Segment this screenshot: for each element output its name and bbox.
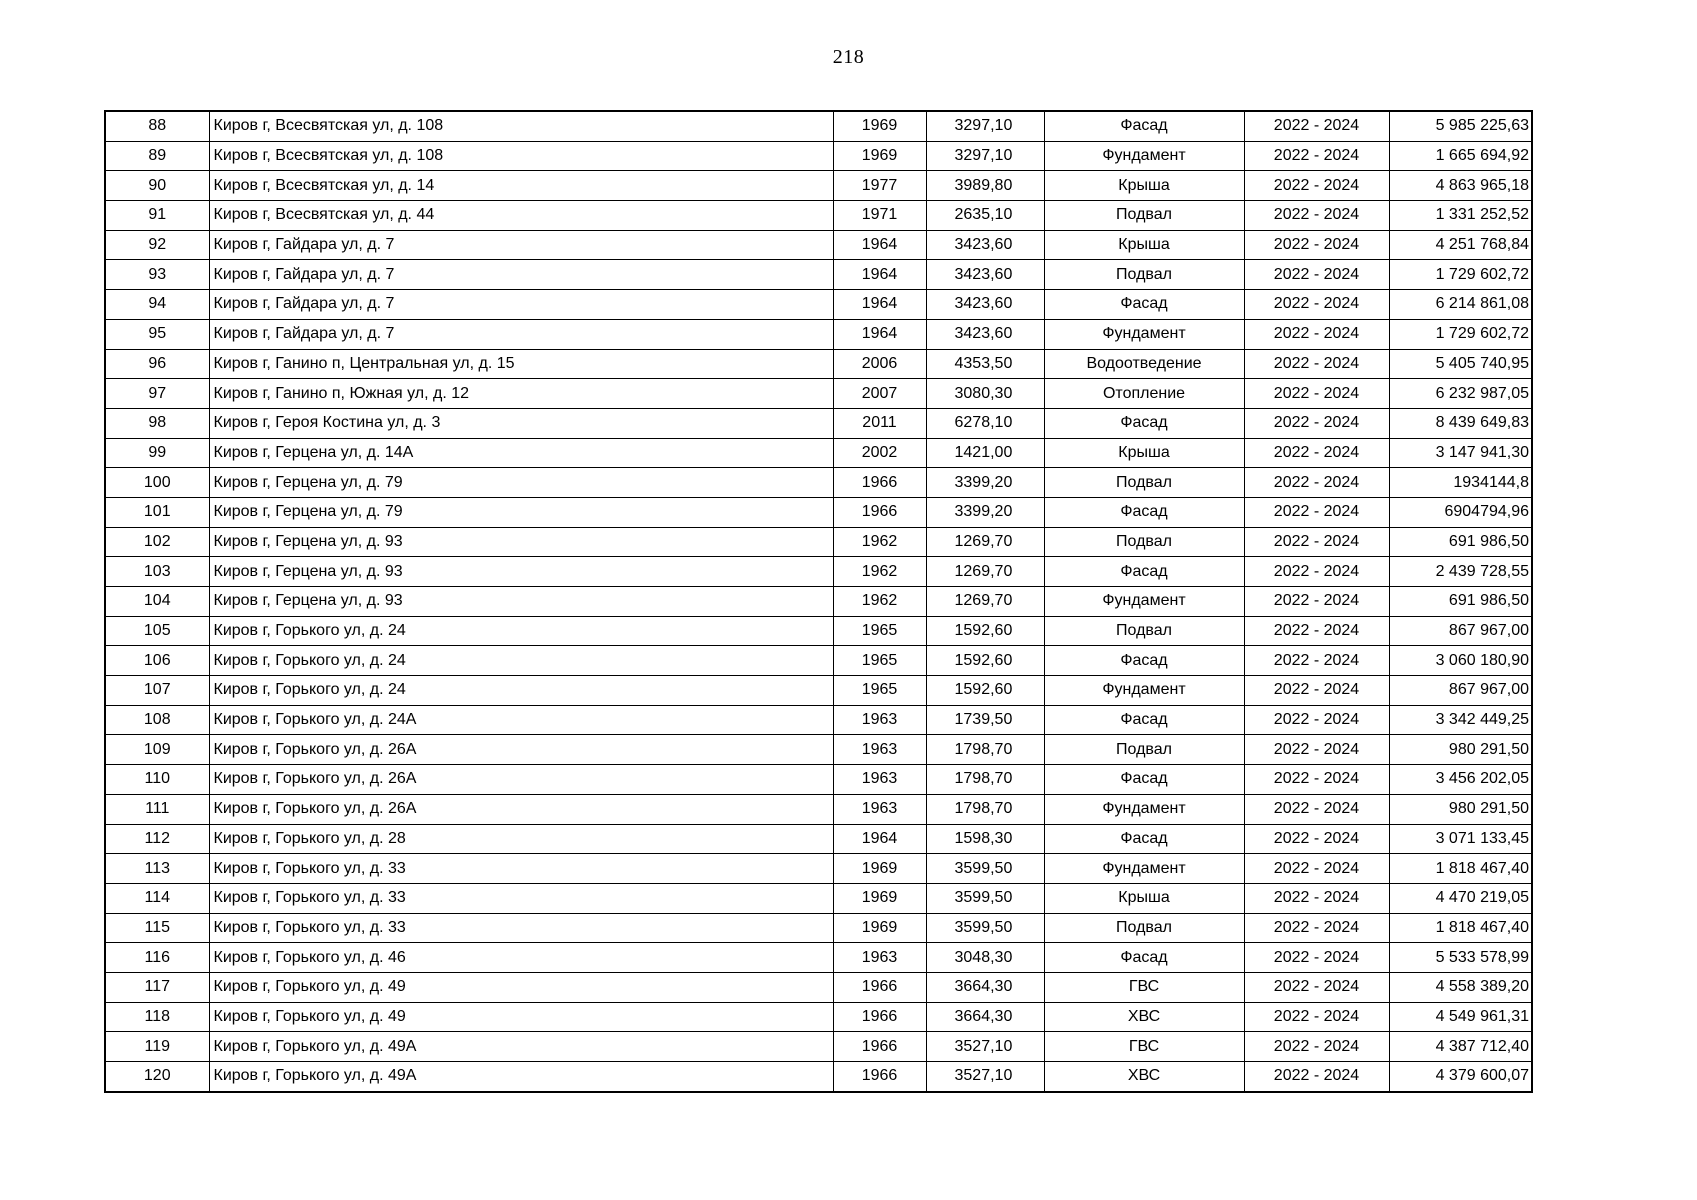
work-type-cell: Фасад [1044,705,1244,735]
cost-cell: 4 470 219,05 [1389,883,1532,913]
area-cell: 1592,60 [926,616,1044,646]
table-row [105,616,1532,646]
year-built-cell: 1965 [833,646,926,676]
table-row [105,854,1532,884]
area-cell: 3399,20 [926,497,1044,527]
cost-cell: 5 405 740,95 [1389,349,1532,379]
area-cell: 3664,30 [926,972,1044,1002]
year-built-cell: 1964 [833,319,926,349]
address-cell: Киров г, Герцена ул, д. 79 [209,497,833,527]
year-built-cell: 1971 [833,201,926,231]
address-cell: Киров г, Всесвятская ул, д. 44 [209,201,833,231]
address-cell: Киров г, Горького ул, д. 49А [209,1032,833,1062]
work-type-cell: ХВС [1044,1062,1244,1092]
cost-cell: 691 986,50 [1389,527,1532,557]
period-cell: 2022 - 2024 [1244,408,1389,438]
area-cell: 3048,30 [926,943,1044,973]
period-cell: 2022 - 2024 [1244,824,1389,854]
table-row [105,1062,1532,1092]
address-cell: Киров г, Всесвятская ул, д. 14 [209,171,833,201]
row-number-cell: 105 [105,616,209,646]
page-number: 218 [832,46,865,68]
area-cell: 6278,10 [926,408,1044,438]
row-number-cell: 93 [105,260,209,290]
address-cell: Киров г, Горького ул, д. 49А [209,1062,833,1092]
period-cell: 2022 - 2024 [1244,616,1389,646]
address-cell: Киров г, Герцена ул, д. 79 [209,468,833,498]
address-cell: Киров г, Горького ул, д. 49 [209,972,833,1002]
area-cell: 1739,50 [926,705,1044,735]
work-type-cell: Подвал [1044,616,1244,646]
area-cell: 1592,60 [926,676,1044,706]
year-built-cell: 1963 [833,765,926,795]
area-cell: 1269,70 [926,557,1044,587]
work-type-cell: Фасад [1044,765,1244,795]
cost-cell: 1 729 602,72 [1389,319,1532,349]
work-type-cell: Крыша [1044,438,1244,468]
cost-cell: 1 331 252,52 [1389,201,1532,231]
table-row [105,201,1532,231]
address-cell: Киров г, Горького ул, д. 33 [209,913,833,943]
year-built-cell: 1963 [833,735,926,765]
work-type-cell: Фундамент [1044,794,1244,824]
work-type-cell: Крыша [1044,230,1244,260]
address-cell: Киров г, Горького ул, д. 33 [209,883,833,913]
row-number-cell: 112 [105,824,209,854]
period-cell: 2022 - 2024 [1244,260,1389,290]
area-cell: 1798,70 [926,765,1044,795]
year-built-cell: 1966 [833,972,926,1002]
year-built-cell: 1964 [833,230,926,260]
row-number-cell: 115 [105,913,209,943]
row-number-cell: 88 [105,111,209,141]
period-cell: 2022 - 2024 [1244,468,1389,498]
cost-cell: 5 533 578,99 [1389,943,1532,973]
area-cell: 1269,70 [926,527,1044,557]
address-cell: Киров г, Горького ул, д. 24 [209,676,833,706]
area-cell: 1592,60 [926,646,1044,676]
area-cell: 3599,50 [926,883,1044,913]
row-number-cell: 119 [105,1032,209,1062]
period-cell: 2022 - 2024 [1244,1032,1389,1062]
period-cell: 2022 - 2024 [1244,1062,1389,1092]
area-cell: 1798,70 [926,735,1044,765]
area-cell: 3080,30 [926,379,1044,409]
work-type-cell: Фасад [1044,943,1244,973]
work-type-cell: Подвал [1044,468,1244,498]
cost-cell: 867 967,00 [1389,676,1532,706]
table-row [105,735,1532,765]
work-type-cell: Фундамент [1044,854,1244,884]
period-cell: 2022 - 2024 [1244,201,1389,231]
cost-cell: 3 147 941,30 [1389,438,1532,468]
cost-cell: 1934144,8 [1389,468,1532,498]
period-cell: 2022 - 2024 [1244,794,1389,824]
row-number-cell: 110 [105,765,209,795]
area-cell: 3599,50 [926,854,1044,884]
table-row [105,141,1532,171]
cost-cell: 867 967,00 [1389,616,1532,646]
table-row [105,527,1532,557]
work-type-cell: ГВС [1044,972,1244,1002]
cost-cell: 691 986,50 [1389,587,1532,617]
area-cell: 3527,10 [926,1062,1044,1092]
table-row [105,260,1532,290]
work-type-cell: Подвал [1044,913,1244,943]
period-cell: 2022 - 2024 [1244,646,1389,676]
work-type-cell: Водоотведение [1044,349,1244,379]
address-cell: Киров г, Гайдара ул, д. 7 [209,319,833,349]
cost-cell: 1 729 602,72 [1389,260,1532,290]
row-number-cell: 116 [105,943,209,973]
period-cell: 2022 - 2024 [1244,883,1389,913]
table-row [105,705,1532,735]
table-row [105,290,1532,320]
year-built-cell: 1965 [833,616,926,646]
work-type-cell: Подвал [1044,260,1244,290]
table-row [105,1032,1532,1062]
area-cell: 3599,50 [926,913,1044,943]
address-cell: Киров г, Горького ул, д. 28 [209,824,833,854]
address-cell: Киров г, Горького ул, д. 33 [209,854,833,884]
year-built-cell: 2002 [833,438,926,468]
area-cell: 1598,30 [926,824,1044,854]
year-built-cell: 1964 [833,824,926,854]
row-number-cell: 97 [105,379,209,409]
area-cell: 3527,10 [926,1032,1044,1062]
address-cell: Киров г, Герцена ул, д. 93 [209,557,833,587]
address-cell: Киров г, Герцена ул, д. 93 [209,527,833,557]
year-built-cell: 2011 [833,408,926,438]
year-built-cell: 2006 [833,349,926,379]
cost-cell: 8 439 649,83 [1389,408,1532,438]
year-built-cell: 1977 [833,171,926,201]
work-type-cell: Фундамент [1044,319,1244,349]
table-row [105,824,1532,854]
address-cell: Киров г, Горького ул, д. 26А [209,794,833,824]
address-cell: Киров г, Горького ул, д. 49 [209,1002,833,1032]
year-built-cell: 1962 [833,557,926,587]
row-number-cell: 96 [105,349,209,379]
table-row [105,943,1532,973]
address-cell: Киров г, Герцена ул, д. 14А [209,438,833,468]
period-cell: 2022 - 2024 [1244,230,1389,260]
year-built-cell: 1966 [833,1002,926,1032]
cost-cell: 1 818 467,40 [1389,854,1532,884]
period-cell: 2022 - 2024 [1244,854,1389,884]
address-cell: Киров г, Герцена ул, д. 93 [209,587,833,617]
cost-cell: 4 863 965,18 [1389,171,1532,201]
cost-cell: 4 549 961,31 [1389,1002,1532,1032]
table-row [105,587,1532,617]
period-cell: 2022 - 2024 [1244,319,1389,349]
year-built-cell: 1963 [833,943,926,973]
row-number-cell: 117 [105,972,209,1002]
row-number-cell: 92 [105,230,209,260]
area-cell: 3423,60 [926,290,1044,320]
work-type-cell: Фасад [1044,111,1244,141]
table-row [105,171,1532,201]
table-row [105,408,1532,438]
table-row [105,972,1532,1002]
period-cell: 2022 - 2024 [1244,379,1389,409]
cost-cell: 3 071 133,45 [1389,824,1532,854]
table-row [105,349,1532,379]
year-built-cell: 1963 [833,794,926,824]
period-cell: 2022 - 2024 [1244,438,1389,468]
work-type-cell: Отопление [1044,379,1244,409]
row-number-cell: 107 [105,676,209,706]
year-built-cell: 1969 [833,883,926,913]
area-cell: 4353,50 [926,349,1044,379]
row-number-cell: 90 [105,171,209,201]
work-type-cell: Фундамент [1044,587,1244,617]
period-cell: 2022 - 2024 [1244,913,1389,943]
address-cell: Киров г, Гайдара ул, д. 7 [209,260,833,290]
address-cell: Киров г, Горького ул, д. 26А [209,735,833,765]
period-cell: 2022 - 2024 [1244,557,1389,587]
period-cell: 2022 - 2024 [1244,765,1389,795]
cost-cell: 4 379 600,07 [1389,1062,1532,1092]
year-built-cell: 1962 [833,587,926,617]
row-number-cell: 101 [105,497,209,527]
cost-cell: 2 439 728,55 [1389,557,1532,587]
year-built-cell: 1966 [833,1062,926,1092]
address-cell: Киров г, Всесвятская ул, д. 108 [209,141,833,171]
area-cell: 3989,80 [926,171,1044,201]
work-type-cell: Подвал [1044,527,1244,557]
cost-cell: 6 214 861,08 [1389,290,1532,320]
work-type-cell: Крыша [1044,883,1244,913]
year-built-cell: 1962 [833,527,926,557]
year-built-cell: 1963 [833,705,926,735]
table-row [105,883,1532,913]
area-cell: 3664,30 [926,1002,1044,1032]
cost-cell: 6 232 987,05 [1389,379,1532,409]
year-built-cell: 1965 [833,676,926,706]
row-number-cell: 94 [105,290,209,320]
table-row [105,646,1532,676]
year-built-cell: 1966 [833,1032,926,1062]
period-cell: 2022 - 2024 [1244,943,1389,973]
year-built-cell: 2007 [833,379,926,409]
address-cell: Киров г, Горького ул, д. 26А [209,765,833,795]
row-number-cell: 100 [105,468,209,498]
year-built-cell: 1966 [833,497,926,527]
address-cell: Киров г, Гайдара ул, д. 7 [209,290,833,320]
work-type-cell: Фасад [1044,824,1244,854]
work-type-cell: ХВС [1044,1002,1244,1032]
address-cell: Киров г, Гайдара ул, д. 7 [209,230,833,260]
address-cell: Киров г, Всесвятская ул, д. 108 [209,111,833,141]
address-cell: Киров г, Горького ул, д. 24А [209,705,833,735]
period-cell: 2022 - 2024 [1244,497,1389,527]
row-number-cell: 95 [105,319,209,349]
row-number-cell: 89 [105,141,209,171]
address-cell: Киров г, Горького ул, д. 24 [209,616,833,646]
table-row [105,557,1532,587]
year-built-cell: 1969 [833,141,926,171]
row-number-cell: 120 [105,1062,209,1092]
period-cell: 2022 - 2024 [1244,705,1389,735]
table-row [105,111,1532,141]
period-cell: 2022 - 2024 [1244,111,1389,141]
year-built-cell: 1966 [833,468,926,498]
row-number-cell: 113 [105,854,209,884]
cost-cell: 4 387 712,40 [1389,1032,1532,1062]
table-row [105,230,1532,260]
period-cell: 2022 - 2024 [1244,735,1389,765]
area-cell: 3423,60 [926,319,1044,349]
year-built-cell: 1969 [833,111,926,141]
table-row [105,497,1532,527]
period-cell: 2022 - 2024 [1244,290,1389,320]
period-cell: 2022 - 2024 [1244,676,1389,706]
period-cell: 2022 - 2024 [1244,349,1389,379]
period-cell: 2022 - 2024 [1244,171,1389,201]
area-cell: 3297,10 [926,141,1044,171]
table-row [105,913,1532,943]
cost-cell: 3 456 202,05 [1389,765,1532,795]
year-built-cell: 1964 [833,290,926,320]
address-cell: Киров г, Горького ул, д. 24 [209,646,833,676]
work-type-cell: Фасад [1044,497,1244,527]
cost-cell: 4 558 389,20 [1389,972,1532,1002]
row-number-cell: 111 [105,794,209,824]
cost-cell: 980 291,50 [1389,794,1532,824]
row-number-cell: 109 [105,735,209,765]
table-row [105,319,1532,349]
area-cell: 2635,10 [926,201,1044,231]
table-row [105,676,1532,706]
work-type-cell: Крыша [1044,171,1244,201]
table-row [105,794,1532,824]
area-cell: 3399,20 [926,468,1044,498]
area-cell: 3423,60 [926,260,1044,290]
area-cell: 1269,70 [926,587,1044,617]
row-number-cell: 91 [105,201,209,231]
period-cell: 2022 - 2024 [1244,587,1389,617]
row-number-cell: 102 [105,527,209,557]
year-built-cell: 1969 [833,854,926,884]
cost-cell: 3 060 180,90 [1389,646,1532,676]
period-cell: 2022 - 2024 [1244,972,1389,1002]
table-row [105,765,1532,795]
cost-cell: 1 818 467,40 [1389,913,1532,943]
table-row [105,379,1532,409]
work-type-cell: Фундамент [1044,676,1244,706]
work-type-cell: Фасад [1044,557,1244,587]
address-cell: Киров г, Ганино п, Южная ул, д. 12 [209,379,833,409]
work-type-cell: Фасад [1044,646,1244,676]
address-cell: Киров г, Ганино п, Центральная ул, д. 15 [209,349,833,379]
table-row [105,1002,1532,1032]
repair-program-table [104,110,1533,1093]
period-cell: 2022 - 2024 [1244,527,1389,557]
area-cell: 3423,60 [926,230,1044,260]
cost-cell: 4 251 768,84 [1389,230,1532,260]
work-type-cell: Фасад [1044,290,1244,320]
work-type-cell: ГВС [1044,1032,1244,1062]
address-cell: Киров г, Героя Костина ул, д. 3 [209,408,833,438]
period-cell: 2022 - 2024 [1244,141,1389,171]
year-built-cell: 1964 [833,260,926,290]
area-cell: 1798,70 [926,794,1044,824]
row-number-cell: 98 [105,408,209,438]
work-type-cell: Фасад [1044,408,1244,438]
row-number-cell: 104 [105,587,209,617]
row-number-cell: 114 [105,883,209,913]
row-number-cell: 118 [105,1002,209,1032]
period-cell: 2022 - 2024 [1244,1002,1389,1032]
cost-cell: 3 342 449,25 [1389,705,1532,735]
row-number-cell: 108 [105,705,209,735]
address-cell: Киров г, Горького ул, д. 46 [209,943,833,973]
work-type-cell: Фундамент [1044,141,1244,171]
area-cell: 1421,00 [926,438,1044,468]
work-type-cell: Подвал [1044,735,1244,765]
cost-cell: 6904794,96 [1389,497,1532,527]
cost-cell: 980 291,50 [1389,735,1532,765]
row-number-cell: 103 [105,557,209,587]
cost-cell: 1 665 694,92 [1389,141,1532,171]
row-number-cell: 99 [105,438,209,468]
row-number-cell: 106 [105,646,209,676]
table-row [105,468,1532,498]
year-built-cell: 1969 [833,913,926,943]
area-cell: 3297,10 [926,111,1044,141]
work-type-cell: Подвал [1044,201,1244,231]
cost-cell: 5 985 225,63 [1389,111,1532,141]
table-row [105,438,1532,468]
table-body [105,111,1532,1092]
